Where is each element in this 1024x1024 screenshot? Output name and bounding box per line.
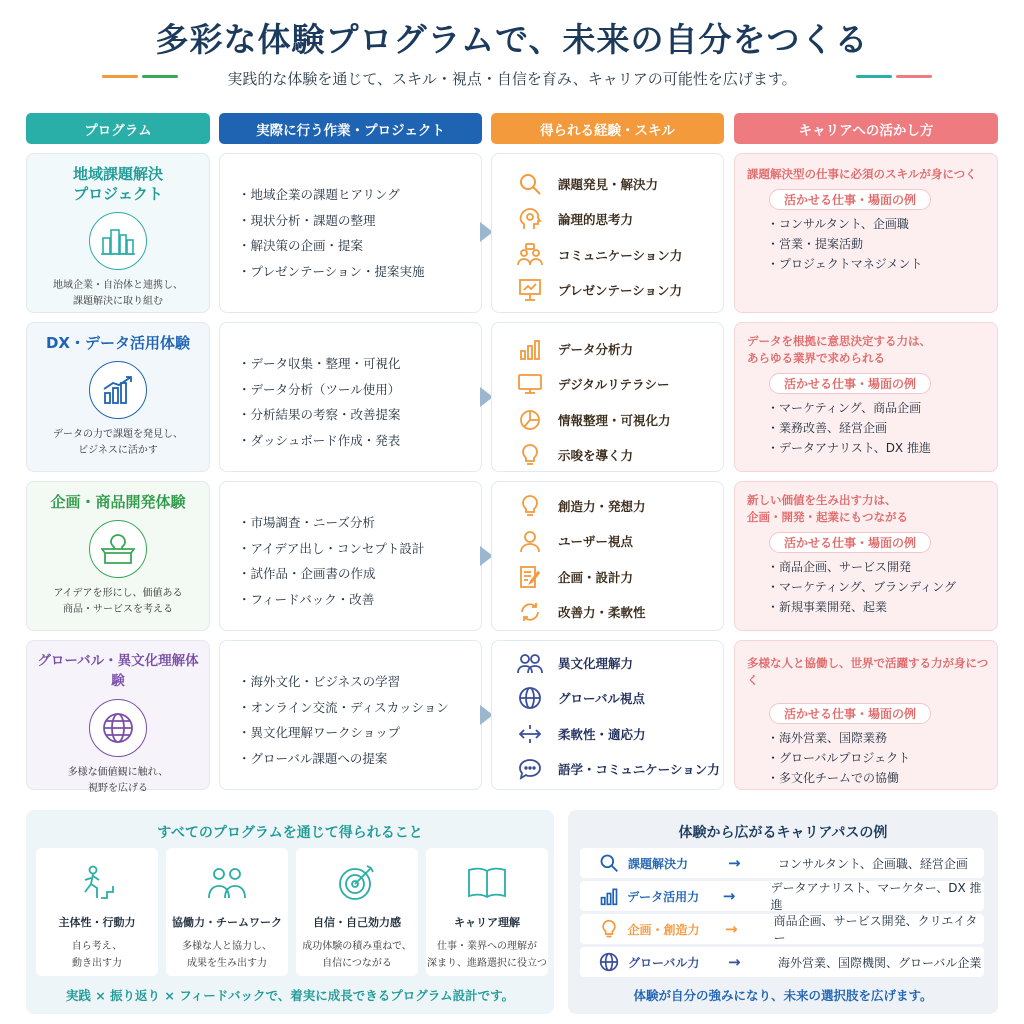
task-item: ・ オンライン交流・ディスカッション: [238, 695, 481, 721]
career-path-row: [580, 914, 984, 944]
bar-chart-icon: [598, 886, 619, 906]
people-icon: [516, 649, 544, 677]
career-examples-label: 活かせる仕事・場面の例: [769, 532, 931, 553]
benefit-desc: 多様な人と協力し、 成果を生み出す力: [182, 941, 272, 969]
task-item: ・ プレゼンテーション・提案実施: [238, 259, 481, 285]
career-paths-footer: 体験が自分の強みになり、未来の選択肢を広げます。: [633, 988, 933, 1003]
globe-icon: [89, 699, 147, 757]
benefit-title: 主体性・行動力: [58, 916, 136, 929]
arrows-icon: [516, 720, 544, 748]
lightbulb-icon: [598, 919, 619, 939]
skill-label: 情報整理・可視化力: [558, 412, 671, 428]
skill-label: デジタルリテラシー: [558, 377, 670, 393]
career-item: ・ マーケティング、商品企画: [767, 398, 997, 418]
task-item: ・ 地域企業の課題ヒアリング: [238, 182, 481, 208]
benefits-footer: 実践 × 振り返り × フィードバックで、着実に成長できるプログラム設計です。: [65, 988, 515, 1003]
skill-label: ユーザー視点: [558, 534, 634, 550]
document-pen-icon: [516, 563, 544, 591]
task-item: ・ フィードバック・改善: [238, 587, 481, 613]
task-item: ・ データ分析（ツール使用）: [238, 377, 481, 403]
program-desc: データの力で課題を発見し、 ビジネスに活かす: [53, 429, 183, 456]
column-header-skills: 得られる経験・スキル: [491, 113, 724, 144]
path-result: コンサルタント、企画職、経営企画: [778, 856, 968, 871]
city-buildings-icon: [89, 212, 147, 270]
skill-label: プレゼンテーション力: [558, 283, 683, 299]
path-result: 商品企画、サービス開発、クリエイター: [773, 914, 978, 945]
presentation-icon: [516, 276, 544, 304]
career-paths-title: 体験から広がるキャリアパスの例: [678, 825, 888, 841]
career-examples-label: 活かせる仕事・場面の例: [769, 703, 931, 724]
growth-chart-icon: [89, 361, 147, 419]
tasks-card-regional: [219, 153, 482, 313]
task-item: ・ 現状分析・課題の整理: [238, 208, 481, 234]
program-name: DX・データ活用体験: [45, 334, 191, 352]
skill-label: データ分析力: [558, 341, 634, 357]
career-item: ・ コンサルタント、企画職: [767, 214, 997, 234]
career-item: ・ 新規事業開発、起業: [767, 597, 997, 617]
career-item: ・ 海外営業、国際業務: [767, 728, 997, 748]
benefit-title: キャリア理解: [454, 916, 520, 929]
career-item: ・ 商品企画、サービス開発: [767, 557, 997, 577]
career-item: ・ 業務改善、経営企画: [767, 418, 997, 438]
column-header-career: キャリアへの活かし方: [734, 113, 998, 144]
skill-label: 課題発見・解決力: [558, 176, 659, 192]
target-icon: [335, 860, 379, 904]
benefit-desc: 仕事・業界への理解が 深まり、進路選択に役立つ: [427, 941, 547, 969]
career-item: ・ 営業・提案活動: [767, 234, 997, 254]
skill-label: 論理的思考力: [558, 212, 634, 228]
skill-label: 柔軟性・適応力: [558, 726, 646, 742]
path-skill: グローバル力: [628, 955, 700, 970]
skill-label: グローバル視点: [558, 691, 645, 707]
career-item: ・ データアナリスト、DX 推進: [767, 438, 997, 458]
benefit-title: 自信・自己効力感: [313, 916, 401, 929]
career-card-global: [734, 640, 998, 790]
globe-icon: [598, 952, 620, 972]
magnifier-icon: [598, 853, 620, 873]
tasks-card-global: [219, 640, 482, 790]
decor-line: [856, 75, 892, 78]
career-path-row: [580, 947, 984, 977]
lightbulb-icon: [516, 441, 544, 469]
skill-label: 創造力・発想力: [558, 498, 646, 514]
benefit-card: [426, 848, 548, 976]
path-skill: データ活用力: [627, 889, 700, 904]
page-subtitle: 実践的な体験を通じて、スキル・視点・自信を育み、キャリアの可能性を広げます。: [227, 70, 797, 88]
decor-line: [896, 75, 932, 78]
skills-card-regional: [491, 153, 724, 313]
program-desc: 多様な価値観に触れ、 視野を広げる: [67, 767, 169, 794]
benefit-card: [296, 848, 418, 976]
arrow-right-icon: →: [724, 920, 738, 938]
career-path-row: [580, 848, 984, 878]
speech-bubble-icon: [516, 755, 544, 783]
skill-label: コミュニケーション力: [558, 247, 683, 263]
globe-icon: [516, 684, 544, 712]
task-item: ・ 試作品・企画書の作成: [238, 561, 481, 587]
career-examples-label: 活かせる仕事・場面の例: [769, 373, 931, 394]
task-item: ・ ダッシュボード作成・発表: [238, 428, 481, 454]
monitor-icon: [516, 370, 544, 398]
column-header-program: プログラム: [26, 113, 210, 144]
program-desc: アイデアを形にし、価値ある 商品・サービスを考える: [53, 588, 183, 615]
career-lead: 課題解決型の仕事に必須のスキルが身につく: [747, 167, 977, 181]
magnifier-icon: [516, 170, 544, 198]
user-icon: [516, 527, 544, 555]
arrow-right-icon: →: [728, 953, 741, 971]
benefit-card: [36, 848, 158, 976]
benefits-title: すべてのプログラムを通じて得られること: [157, 825, 423, 841]
lightbulb-icon: [516, 492, 544, 520]
task-item: ・ グローバル課題への提案: [238, 746, 481, 772]
path-result: 海外営業、国際機関、グローバル企業: [778, 955, 982, 970]
career-card-regional: [734, 153, 998, 313]
program-card-dx: [26, 322, 210, 472]
path-skill: 企画・創造力: [627, 922, 700, 937]
career-item: ・ プロジェクトマネジメント: [767, 254, 997, 274]
climbing-person-icon: [75, 860, 119, 904]
task-item: ・ データ収集・整理・可視化: [238, 351, 481, 377]
career-item: ・ グローバルプロジェクト: [767, 748, 997, 768]
tasks-card-planning: [219, 481, 482, 631]
arrow-right-icon: →: [722, 887, 736, 905]
skills-card-planning: [491, 481, 724, 631]
people-talk-icon: [516, 241, 544, 269]
career-item: ・ マーケティング、ブランディング: [767, 577, 997, 597]
program-name: 企画・商品開発体験: [50, 493, 186, 511]
program-name: 地域課題解決 プロジェクト: [72, 165, 163, 203]
task-item: ・ 海外文化・ビジネスの学習: [238, 669, 481, 695]
skill-label: 企画・設計力: [558, 569, 634, 585]
bar-chart-icon: [516, 335, 544, 363]
task-item: ・ 分析結果の考察・改善提案: [238, 402, 481, 428]
program-name: グローバル・異文化理解体験: [37, 653, 199, 689]
program-desc: 地域企業・自治体と連携し、 課題解決に取り組む: [53, 280, 183, 307]
program-card-regional: [26, 153, 210, 313]
benefits-panel: [26, 810, 554, 1014]
team-icon: [205, 860, 249, 904]
idea-box-icon: [89, 520, 147, 578]
task-item: ・ 市場調査・ニーズ分析: [238, 510, 481, 536]
program-card-planning: [26, 481, 210, 631]
path-result: データアナリスト、マーケター、DX 推進: [770, 881, 982, 912]
head-gears-icon: [516, 205, 544, 233]
skill-label: 改善力・柔軟性: [558, 605, 646, 621]
career-lead: 多様な人と協働し、世界で活躍する力が身につく: [747, 656, 989, 687]
skill-label: 語学・コミュニケーション力: [558, 762, 720, 778]
career-lead: 新しい価値を生み出す力は、 企画・開発・起業にもつながる: [747, 493, 908, 524]
benefit-card: [166, 848, 288, 976]
refresh-icon: [516, 598, 544, 626]
path-skill: 課題解決力: [628, 856, 689, 871]
skill-label: 示唆を導く力: [558, 448, 634, 464]
skills-card-dx: [491, 322, 724, 472]
task-item: ・ 異文化理解ワークショップ: [238, 720, 481, 746]
task-item: ・ 解決策の企画・提案: [238, 233, 481, 259]
career-item: ・ 多文化チームでの協働: [767, 768, 997, 788]
arrow-right-icon: →: [728, 854, 741, 872]
career-path-row: [580, 881, 984, 911]
career-lead: データを根拠に意思決定する力は、 あらゆる業界で求められる: [747, 334, 931, 365]
pie-chart-icon: [516, 406, 544, 434]
career-card-planning: [734, 481, 998, 631]
benefit-desc: 成功体験の積み重ねで、 自信につながる: [302, 941, 412, 969]
open-book-icon: [465, 860, 509, 904]
benefit-title: 協働力・チームワーク: [172, 916, 282, 929]
career-examples-label: 活かせる仕事・場面の例: [769, 189, 931, 210]
task-item: ・ アイデア出し・コンセプト設計: [238, 536, 481, 562]
career-paths-panel: [568, 810, 998, 1014]
column-header-tasks: 実際に行う作業・プロジェクト: [219, 113, 482, 144]
career-card-dx: [734, 322, 998, 472]
page-title: 多彩な体験プログラムで、未来の自分をつくる: [155, 20, 869, 59]
tasks-card-dx: [219, 322, 482, 472]
skills-card-global: [491, 640, 724, 790]
skill-label: 異文化理解力: [558, 655, 634, 671]
benefit-desc: 自ら考え、 動き出す力: [71, 941, 123, 969]
program-card-global: [26, 640, 210, 794]
